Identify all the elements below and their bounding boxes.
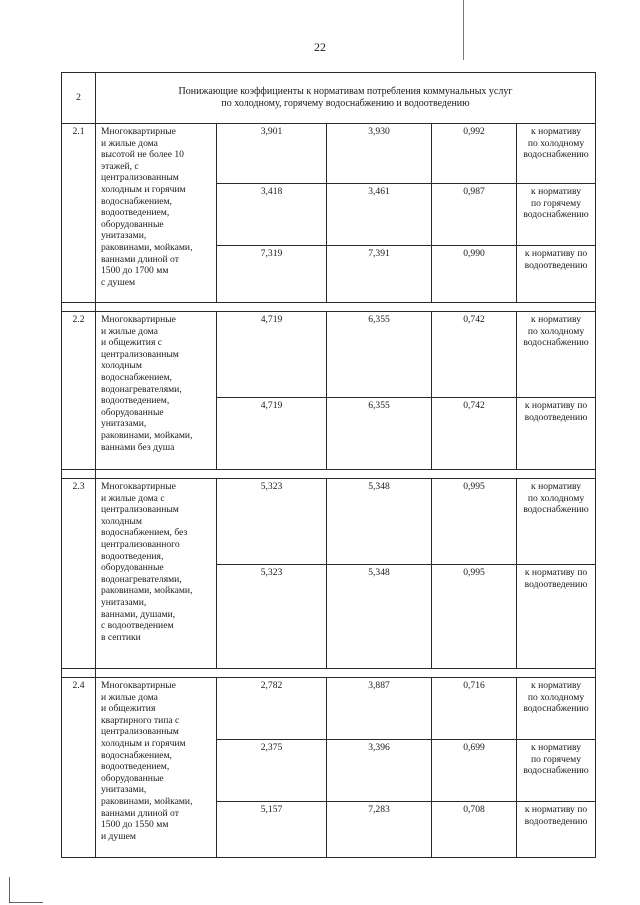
header-title-cell <box>96 73 596 124</box>
value-2-cell: 3,930 <box>327 124 432 184</box>
value-2-cell: 6,355 <box>327 398 432 470</box>
value-1-cell: 5,157 <box>217 802 327 858</box>
scan-line-artifact <box>463 0 464 60</box>
norm-type-cell: к нормативу по холодному водоснабжению <box>517 678 596 740</box>
coefficient-cell: 0,742 <box>432 312 517 398</box>
value-2-cell: 7,283 <box>327 802 432 858</box>
coefficient-cell: 0,995 <box>432 479 517 565</box>
page-number: 22 <box>314 40 326 54</box>
coefficient-cell: 0,995 <box>432 565 517 669</box>
scan-corner-artifact-v <box>9 877 10 903</box>
value-1-cell: 3,418 <box>217 184 327 246</box>
header-title-line1: Понижающие коэффициенты к нормативам потребления коммунальных услуг <box>178 86 513 97</box>
norm-type-cell: к нормативу по холодному водоснабжению <box>517 312 596 398</box>
group-number-cell: 2.4 <box>62 678 96 858</box>
spacer-cell <box>62 470 96 479</box>
norm-type-cell: к нормативу по водоотведению <box>517 802 596 858</box>
norm-type-cell: к нормативу по водоотведению <box>517 246 596 303</box>
norm-type-cell: к нормативу по холодному водоснабжению <box>517 479 596 565</box>
norm-type-cell: к нормативу по холодному водоснабжению <box>517 124 596 184</box>
norm-type-cell: к нормативу по горячему водоснабжению <box>517 740 596 802</box>
header-title-line2: по холодному, горячему водоснабжению и водоотведению <box>221 98 470 109</box>
group-description-cell: Многоквартирные и жилые дома с централизованным холодным водоснабжением, без централизованного водоотведения, оборудованные водонагревателями, раковинами, мойками, унитазами, ваннами, душами, с водоотведением в септики <box>96 479 217 669</box>
group-description-cell: Многоквартирные и жилые дома высотой не более 10 этажей, с централизованным холодным и горячим водоснабжением, водоотведением, оборудованные унитазами, раковинами, мойками, ваннами длиной от 1500 до 1700 мм с душем <box>96 124 217 303</box>
table-row <box>62 678 596 740</box>
value-2-cell: 7,391 <box>327 246 432 303</box>
value-1-cell: 7,319 <box>217 246 327 303</box>
value-2-cell: 6,355 <box>327 312 432 398</box>
value-2-cell: 5,348 <box>327 479 432 565</box>
norm-type-cell: к нормативу по водоотведению <box>517 398 596 470</box>
scan-corner-artifact-h <box>9 902 43 903</box>
value-1-cell: 4,719 <box>217 312 327 398</box>
value-2-cell: 3,396 <box>327 740 432 802</box>
value-1-cell: 4,719 <box>217 398 327 470</box>
group-spacer-row <box>62 303 596 312</box>
table-row <box>62 312 596 398</box>
value-1-cell: 5,323 <box>217 565 327 669</box>
coefficient-cell: 0,708 <box>432 802 517 858</box>
spacer-cell <box>96 303 596 312</box>
group-number-cell: 2.3 <box>62 479 96 669</box>
value-2-cell: 5,348 <box>327 565 432 669</box>
group-spacer-row <box>62 669 596 678</box>
coefficient-cell: 0,742 <box>432 398 517 470</box>
group-number-cell: 2.1 <box>62 124 96 303</box>
group-description-cell: Многоквартирные и жилые дома и общежития квартирного типа с централизованным холодным и горячим водоснабжением, водоотведением, оборудованные унитазами, раковинами, мойками, ваннами длиной от 1500 до 1550 мм и душем <box>96 678 217 858</box>
coefficient-cell: 0,992 <box>432 124 517 184</box>
coefficient-cell: 0,990 <box>432 246 517 303</box>
value-2-cell: 3,461 <box>327 184 432 246</box>
coefficient-cell: 0,699 <box>432 740 517 802</box>
coefficient-cell: 0,987 <box>432 184 517 246</box>
spacer-cell <box>62 303 96 312</box>
group-description-cell: Многоквартирные и жилые дома и общежития с централизованным холодным водоснабжением, водонагревателями, водоотведением, оборудованные унитазами, раковинами, мойками, ваннами без душа <box>96 312 217 470</box>
coefficients-table <box>61 72 596 858</box>
value-1-cell: 3,901 <box>217 124 327 184</box>
value-1-cell: 5,323 <box>217 479 327 565</box>
table-row <box>62 479 596 565</box>
norm-type-cell: к нормативу по водоотведению <box>517 565 596 669</box>
spacer-cell <box>96 470 596 479</box>
spacer-cell <box>96 669 596 678</box>
group-number-cell: 2.2 <box>62 312 96 470</box>
norm-type-cell: к нормативу по горячему водоснабжению <box>517 184 596 246</box>
value-2-cell: 3,887 <box>327 678 432 740</box>
spacer-cell <box>62 669 96 678</box>
header-number-cell: 2 <box>62 73 96 124</box>
coefficient-cell: 0,716 <box>432 678 517 740</box>
group-spacer-row <box>62 470 596 479</box>
table-header-row <box>62 73 596 124</box>
table-row <box>62 124 596 184</box>
value-1-cell: 2,782 <box>217 678 327 740</box>
value-1-cell: 2,375 <box>217 740 327 802</box>
